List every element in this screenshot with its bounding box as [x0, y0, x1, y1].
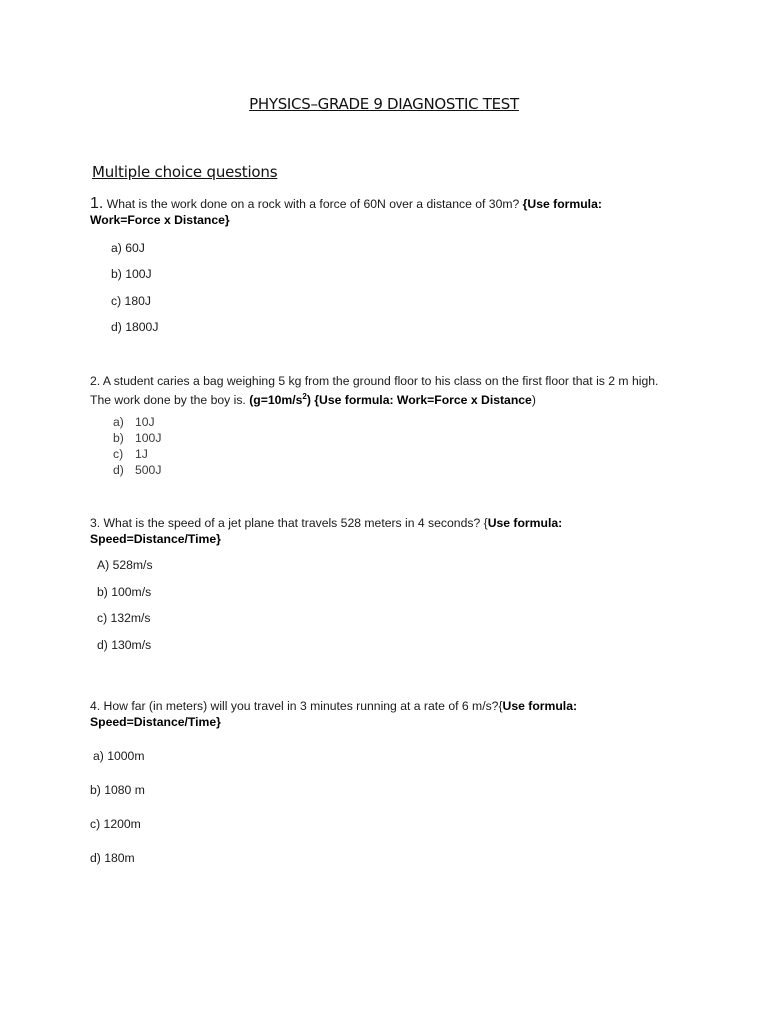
question-1-option-b: b) 100J	[111, 267, 152, 281]
question-3-option-c: c) 132m/s	[97, 611, 151, 625]
question-2-option-c: c) 1J	[113, 447, 148, 461]
question-4-option-d: d) 180m	[90, 851, 135, 865]
question-1-formula-a: {Use formula:	[522, 197, 602, 211]
question-4-text: 4. How far (in meters) will you travel in 3 minutes running at a rate of 6 m/s?{	[90, 699, 503, 713]
question-3-formula-a: Use formula:	[487, 516, 563, 530]
question-2: 2. A student caries a bag weighing 5 kg from the ground floor to his class on the first floor that is 2 m high. The work done by the boy is. $(g=10m/s^2)$ {Use formula: Work=Force x Distance)	[90, 374, 659, 408]
question-2-option-a: a) 10J	[113, 415, 155, 429]
question-1-option-c: c) 180J	[111, 294, 151, 308]
question-3-option-d: d) 130m/s	[97, 638, 152, 652]
question-2-option-d: d) 500J	[113, 463, 162, 477]
question-4-formula-b: Speed=Distance/Time}	[90, 715, 221, 729]
question-3	[90, 515, 700, 547]
question-3-option-a: A) 528m/s	[97, 558, 153, 572]
question-1-option-a: a) 60J	[111, 241, 145, 255]
question-4	[90, 698, 700, 730]
question-1-text: What is the work done on a rock with a force of 60N over a distance of 30m?	[103, 197, 523, 211]
question-4-formula-a: Use formula:	[502, 699, 578, 713]
section-heading: Multiple choice questions	[92, 163, 278, 181]
question-2-text-line2: The work done by the boy is.	[90, 393, 250, 408]
question-4-option-a: a) 1000m	[93, 749, 145, 763]
question-1-formula-b: Work=Force x Distance}	[90, 213, 230, 227]
question-3-option-b: b) 100m/s	[97, 585, 152, 599]
question-1-option-d: d) 1800J	[111, 320, 159, 334]
question-4-option-c: c) 1200m	[90, 817, 141, 831]
question-4-option-b: b) 1080 m	[90, 783, 145, 797]
question-2-given: $(g=10m/s^2)$ {Use formula: Work=Force x Distance	[249, 392, 532, 408]
question-3-formula-b: Speed=Distance/Time}	[90, 532, 221, 546]
question-1-number: 1.	[90, 195, 104, 212]
question-2-option-b: b) 100J	[113, 431, 162, 445]
question-3-text: 3. What is the speed of a jet plane that travels 528 meters in 4 seconds? {	[90, 516, 488, 530]
question-1	[90, 196, 700, 228]
question-2-text-line1: 2. A student caries a bag weighing 5 kg from the ground floor to his class on the first floor that is 2 m high.	[90, 374, 659, 388]
page-title: PHYSICS–GRADE 9 DIAGNOSTIC TEST	[249, 95, 519, 113]
